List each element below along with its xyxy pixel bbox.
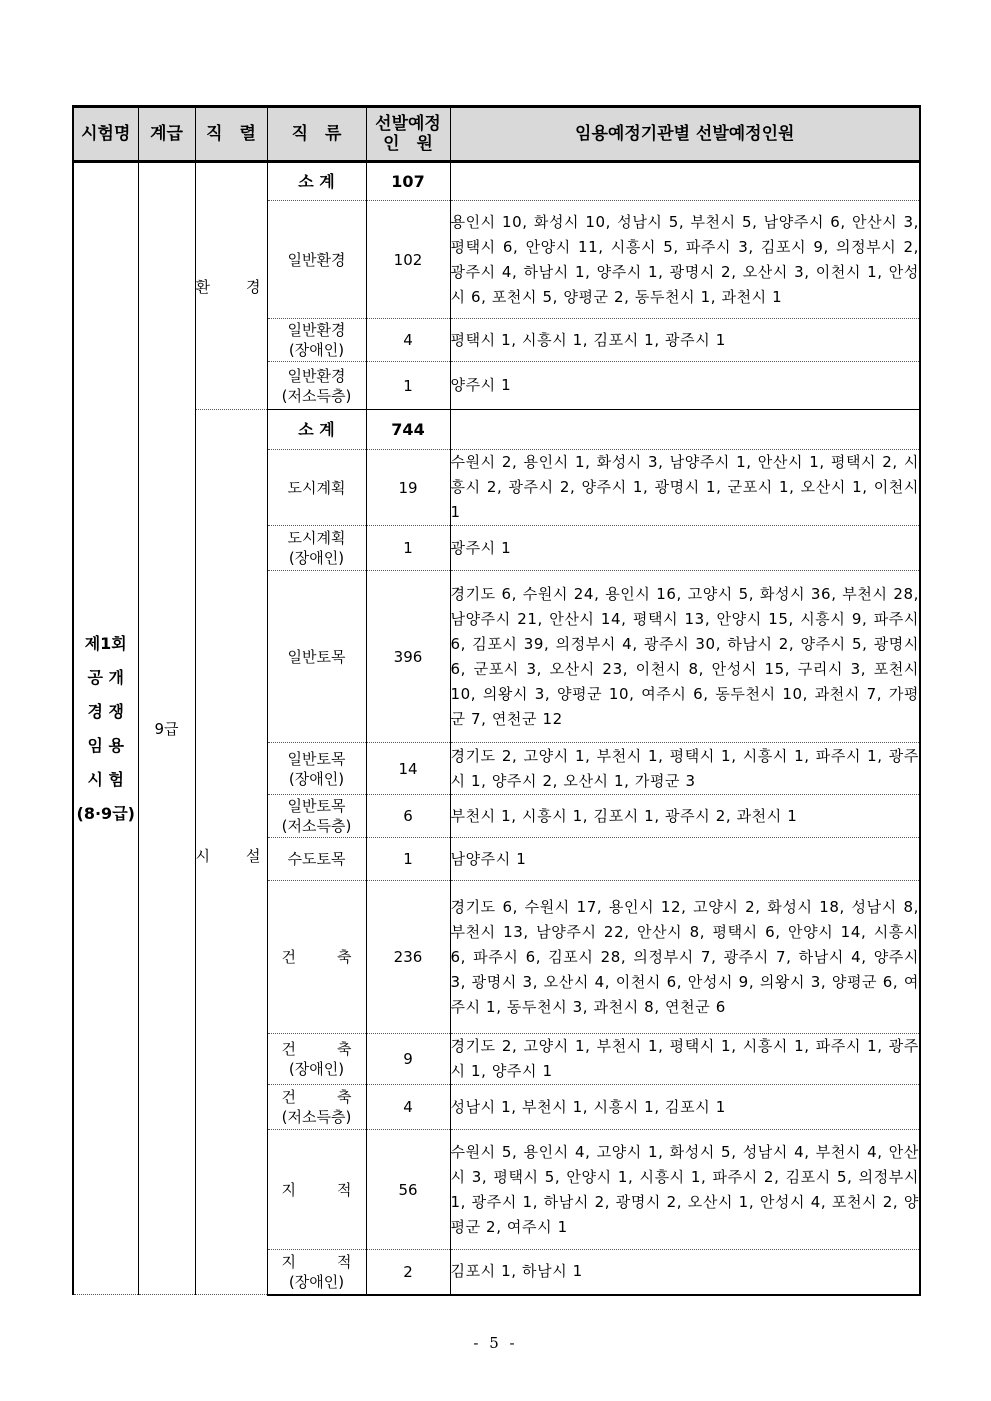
count-cell: 4: [366, 1085, 450, 1130]
count-cell: 396: [366, 571, 450, 743]
kind-name-char: 적: [337, 1180, 352, 1199]
kind-cell: [267, 201, 366, 319]
kind-name-char: 지: [281, 1180, 296, 1199]
exam-name-line: (8·9급): [76, 803, 135, 823]
allocation-cell: 수원시 2, 용인시 1, 화성시 3, 남양주시 1, 안산시 1, 평택시 2, 시흥시 2, 광주시 2, 양주시 1, 광명시 1, 군포시 1, 오산시 1, 이천시 1: [450, 450, 920, 526]
header-kind: 직 류: [267, 107, 366, 162]
count-cell: 4: [366, 319, 450, 362]
count-cell: 1: [366, 838, 450, 881]
kind-name-char: 축: [337, 1040, 352, 1058]
count-cell: 9: [366, 1034, 450, 1085]
kind-cell: [267, 571, 366, 743]
kind-qualifier: (장애인): [288, 341, 345, 359]
count-cell: 6: [366, 795, 450, 838]
kind-cell: [267, 1130, 366, 1250]
kind-name-char: 건: [281, 1088, 296, 1106]
kind-name-char: 축: [337, 1088, 352, 1106]
kind-name-char: 적: [337, 1252, 352, 1271]
exam-name-line: 경 쟁: [87, 701, 124, 721]
kind-cell: [267, 1085, 366, 1130]
kind-name: [268, 1180, 366, 1200]
grade-cell: 9급: [138, 162, 195, 1295]
allocation-cell: 광주시 1: [450, 526, 920, 571]
series-label: [196, 845, 267, 866]
series-label-b: 경: [246, 277, 263, 296]
allocation-cell: 경기도 6, 수원시 17, 용인시 12, 고양시 2, 화성시 18, 성남시 8, 부천시 13, 남양주시 22, 안산시 8, 평택시 6, 안양시 14, 시흥시 6, 파주시 6, 김포시 28, 의정부시 7, 광주시 7, 하남시 4, 양주시 3, 광명시 3, 오산시 4, 이천시 6, 안성시 9, 의왕시 3, 양평군 6, 여주시 1, 동두천시 3, 과천시 8, 연천군 6: [450, 881, 920, 1034]
series-label-b: 설: [246, 847, 263, 865]
kind-name-char: 축: [337, 948, 352, 966]
kind-name: 일반토목: [287, 647, 346, 666]
kind-name: 일반토목: [287, 749, 346, 768]
kind-name: 일반환경: [287, 250, 346, 269]
recruitment-table: [72, 105, 921, 1296]
kind-name: 수도토목: [287, 850, 346, 868]
count-cell: 14: [366, 743, 450, 795]
allocation-cell: 김포시 1, 하남시 1: [450, 1250, 920, 1295]
page-number: - 5 -: [473, 1334, 518, 1352]
allocation-cell: 용인시 10, 화성시 10, 성남시 5, 부천시 5, 남양주시 6, 안산시 3, 평택시 6, 안양시 11, 시흥시 5, 파주시 3, 김포시 9, 의정부시 2, 광주시 4, 하남시 1, 양주시 1, 광명시 2, 오산시 3, 이천시 1, 안성시 6, 포천시 5, 양평군 2, 동두천시 1, 과천시 1: [450, 201, 920, 319]
allocation-cell: 성남시 1, 부천시 1, 시흥시 1, 김포시 1: [450, 1085, 920, 1130]
allocation-cell: 남양주시 1: [450, 838, 920, 881]
allocation-cell: 부천시 1, 시흥시 1, 김포시 1, 광주시 2, 과천시 1: [450, 795, 920, 838]
header-grade: 계급: [138, 107, 195, 162]
exam-name-line: 제1회: [84, 633, 127, 653]
kind-qualifier: (저소득층): [281, 817, 352, 835]
kind-cell: [267, 1034, 366, 1085]
count-cell: 56: [366, 1130, 450, 1250]
subtotal-label: 소 계: [267, 410, 366, 450]
exam-name-line: 공 개: [87, 667, 124, 687]
series-label-a: 시: [195, 847, 212, 865]
series-cell: [195, 162, 267, 410]
exam-name-line: 시 험: [87, 769, 124, 789]
header-row: [73, 107, 920, 162]
kind-cell: [267, 795, 366, 838]
kind-qualifier: (장애인): [288, 549, 345, 567]
kind-qualifier: (저소득층): [281, 1108, 352, 1126]
header-allocation: 임용예정기관별 선발예정인원: [450, 107, 920, 162]
allocation-cell: 경기도 6, 수원시 24, 용인시 16, 고양시 5, 화성시 36, 부천시 28, 남양주시 21, 안산시 14, 평택시 13, 안양시 15, 시흥시 9, 파주시 6, 김포시 39, 의정부시 4, 광주시 30, 하남시 2, 양주시 5, 광명시 6, 군포시 3, 오산시 23, 이천시 8, 안성시 15, 구리시 3, 포천시 10, 의왕시 3, 양평군 10, 여주시 6, 동두천시 10, 과천시 7, 가평군 7, 연천군 12: [450, 571, 920, 743]
kind-name: 일반환경: [287, 366, 346, 385]
count-cell: 1: [366, 362, 450, 410]
allocation-cell: 평택시 1, 시흥시 1, 김포시 1, 광주시 1: [450, 319, 920, 362]
count-cell: 2: [366, 1250, 450, 1295]
count-cell: 19: [366, 450, 450, 526]
count-cell: 236: [366, 881, 450, 1034]
allocation-cell: 양주시 1: [450, 362, 920, 410]
kind-name-char: 건: [281, 1040, 296, 1058]
kind-qualifier: (장애인): [288, 769, 345, 788]
series-label-a: 환: [195, 277, 212, 296]
exam-name-cell: [73, 162, 138, 1295]
subtotal-count: 107: [366, 162, 450, 201]
kind-cell: [267, 838, 366, 881]
exam-name-line: 임 용: [87, 735, 124, 755]
kind-cell: [267, 881, 366, 1034]
kind-name: 일반토목: [287, 797, 346, 815]
subtotal-row: [73, 162, 920, 201]
kind-name-char: 건: [281, 948, 296, 966]
subtotal-count: 744: [366, 410, 450, 450]
count-cell: 1: [366, 526, 450, 571]
kind-cell: [267, 526, 366, 571]
kind-name: [268, 1252, 366, 1272]
subtotal-row: [73, 410, 920, 450]
series-label: [196, 276, 267, 297]
kind-name: [268, 947, 366, 967]
count-cell: 102: [366, 201, 450, 319]
kind-cell: [267, 743, 366, 795]
subtotal-label: 소 계: [267, 162, 366, 201]
kind-name: [268, 1039, 366, 1059]
kind-name: 일반환경: [287, 321, 346, 339]
series-cell: [195, 410, 267, 1295]
kind-qualifier: (장애인): [288, 1272, 345, 1291]
kind-cell: [267, 1250, 366, 1295]
allocation-cell: 경기도 2, 고양시 1, 부천시 1, 평택시 1, 시흥시 1, 파주시 1, 광주시 1, 양주시 2, 오산시 1, 가평군 3: [450, 743, 920, 795]
header-exam: 시험명: [73, 107, 138, 162]
subtotal-allocation: [450, 410, 920, 450]
kind-qualifier: (저소득층): [281, 386, 352, 405]
kind-cell: [267, 450, 366, 526]
header-series: 직 렬: [195, 107, 267, 162]
allocation-cell: 수원시 5, 용인시 4, 고양시 1, 화성시 5, 성남시 4, 부천시 4, 안산시 3, 평택시 5, 안양시 1, 시흥시 1, 파주시 2, 김포시 5, 의정부시 1, 광주시 1, 하남시 2, 광명시 2, 오산시 1, 안성시 4, 포천시 2, 양평군 2, 여주시 1: [450, 1130, 920, 1250]
kind-name: [268, 1087, 366, 1107]
kind-name: 도시계획: [287, 529, 346, 547]
kind-cell: [267, 362, 366, 410]
kind-cell: [267, 319, 366, 362]
kind-name-char: 지: [281, 1252, 296, 1271]
kind-qualifier: (장애인): [288, 1060, 345, 1078]
allocation-cell: 경기도 2, 고양시 1, 부천시 1, 평택시 1, 시흥시 1, 파주시 1, 광주시 1, 양주시 1: [450, 1034, 920, 1085]
kind-name: 도시계획: [287, 478, 346, 497]
subtotal-allocation: [450, 162, 920, 201]
header-count: 선발예정 인 원: [366, 107, 450, 162]
